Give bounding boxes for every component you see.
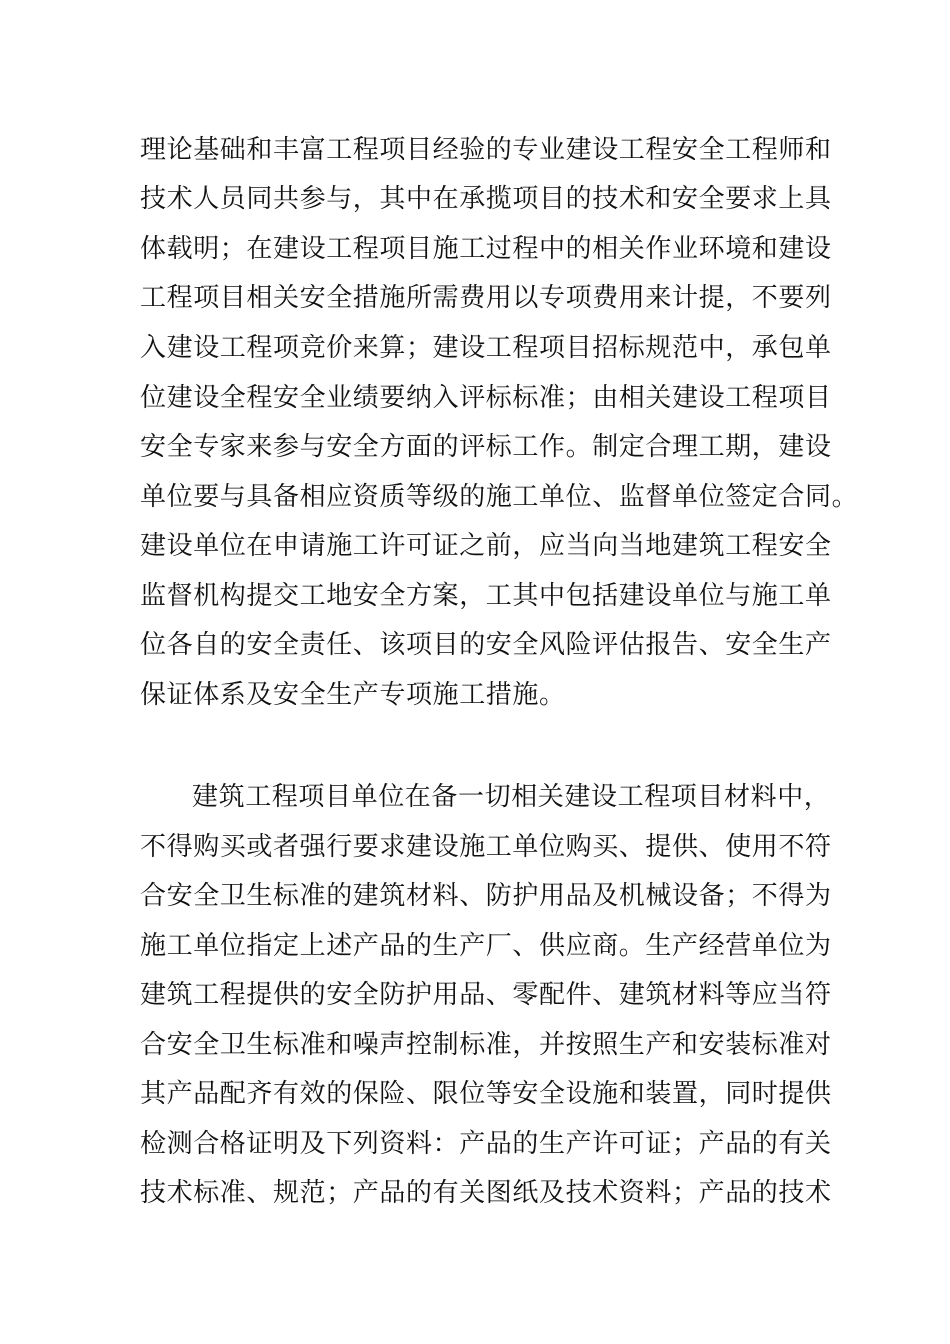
paragraph-line: 检测合格证明及下列资料：产品的生产许可证；产品的有关 bbox=[140, 1129, 832, 1159]
paragraph-line: 建筑工程提供的安全防护用品、零配件、建筑材料等应当符 bbox=[140, 980, 832, 1010]
paragraph-line: 不得购买或者强行要求建设施工单位购买、提供、使用不符 bbox=[140, 832, 832, 862]
paragraph-line: 位各自的安全责任、该项目的安全风险评估报告、安全生产 bbox=[140, 630, 832, 660]
paragraph-line: 入建设工程项竞价来算；建设工程项目招标规范中，承包单 bbox=[140, 333, 832, 363]
paragraph-line: 合安全卫生标准和噪声控制标准，并按照生产和安装标准对 bbox=[140, 1030, 832, 1060]
paragraph-line: 建筑工程项目单位在备一切相关建设工程项目材料中， bbox=[192, 782, 831, 812]
paragraph-line: 位建设全程安全业绩要纳入评标标准；由相关建设工程项目 bbox=[140, 383, 832, 413]
paragraph-line: 其产品配齐有效的保险、限位等安全设施和装置，同时提供 bbox=[140, 1079, 832, 1109]
paragraph-line: 体载明；在建设工程项目施工过程中的相关作业环境和建设 bbox=[140, 234, 832, 264]
paragraph-line: 单位要与具备相应资质等级的施工单位、监督单位签定合同。 bbox=[140, 482, 859, 512]
paragraph-line: 监督机构提交工地安全方案，工其中包括建设单位与施工单 bbox=[140, 581, 832, 611]
paragraph-line: 建设单位在申请施工许可证之前，应当向当地建筑工程安全 bbox=[140, 531, 832, 561]
paragraph-line: 工程项目相关安全措施所需费用以专项费用来计提，不要列 bbox=[140, 283, 832, 313]
paragraph-line: 合安全卫生标准的建筑材料、防护用品及机械设备；不得为 bbox=[140, 881, 832, 911]
paragraph-line: 保证体系及安全生产专项施工措施。 bbox=[140, 680, 566, 710]
paragraph-line: 理论基础和丰富工程项目经验的专业建设工程安全工程师和 bbox=[140, 135, 832, 165]
paragraph-line: 技术标准、规范；产品的有关图纸及技术资料；产品的技术 bbox=[140, 1178, 832, 1208]
paragraph-line: 施工单位指定上述产品的生产厂、供应商。生产经营单位为 bbox=[140, 931, 832, 961]
paragraph-line: 技术人员同共参与，其中在承揽项目的技术和安全要求上具 bbox=[140, 184, 832, 214]
paragraph-line: 安全专家来参与安全方面的评标工作。制定合理工期，建设 bbox=[140, 432, 832, 462]
